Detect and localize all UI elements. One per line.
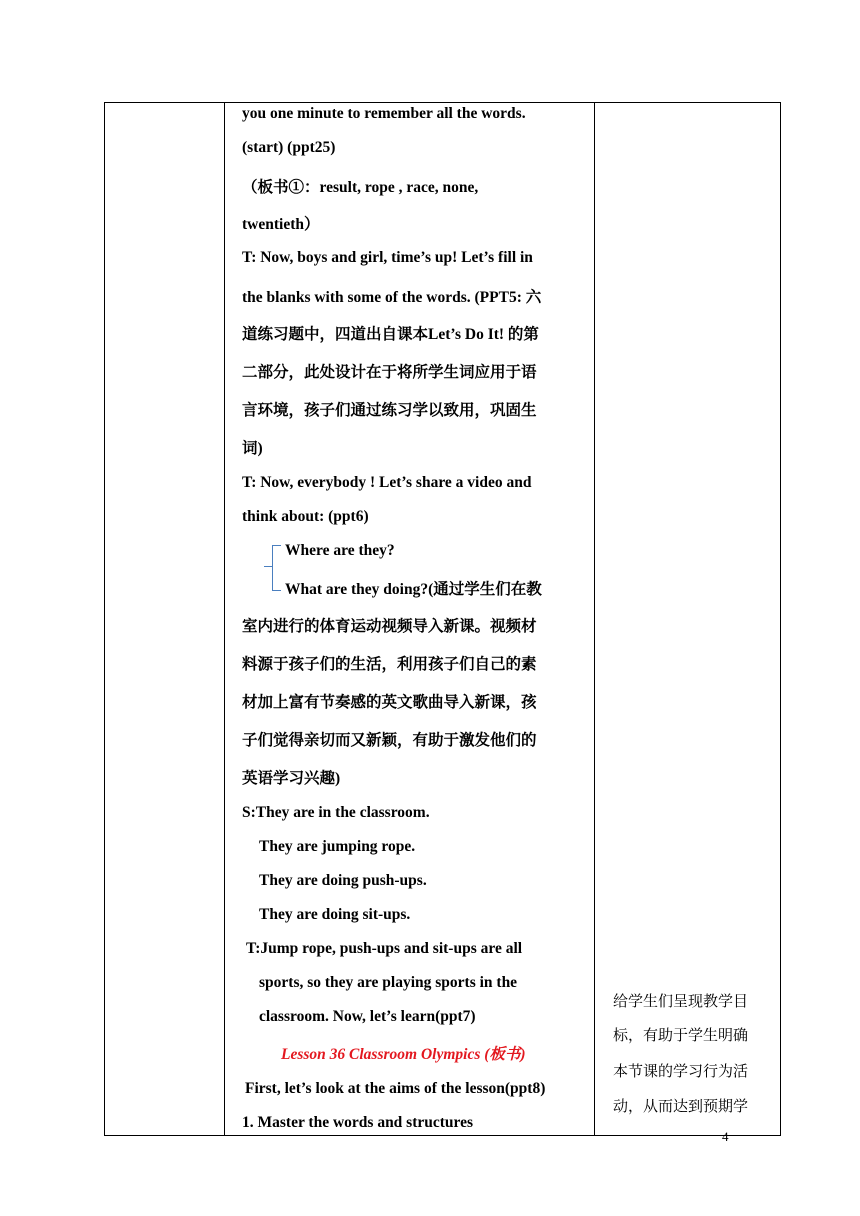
text-line: (start) (ppt25) <box>242 139 336 156</box>
teacher-line: T:Jump rope, push-ups and sit-ups are all <box>246 940 523 957</box>
purpose-note: 给学生们呈现教学目 <box>613 992 749 1010</box>
purpose-note: 动，从而达到预期学 <box>613 1097 749 1115</box>
text-line: 1. Master the words and structures <box>242 1114 474 1131</box>
column-stage <box>105 103 225 1135</box>
teacher-line: sports, so they are playing sports in the <box>259 974 518 991</box>
text-line: First, let’s look at the aims of the lesson(ppt8) <box>245 1080 546 1097</box>
text-line: 道练习题中，四道出自课本Let’s Do It! 的第 <box>242 326 539 343</box>
lesson-title: Lesson 36 Classroom Olympics (板书) <box>281 1046 526 1063</box>
text-line: you one minute to remember all the words. <box>242 105 526 122</box>
text-line: think about: (ppt6) <box>242 508 369 525</box>
text-line: twentieth） <box>242 216 320 233</box>
text-line: 料源于孩子们的生活，利用孩子们自己的素 <box>242 656 537 673</box>
student-line: They are jumping rope. <box>259 838 416 855</box>
purpose-note: 标，有助于学生明确 <box>613 1026 749 1044</box>
brace-icon <box>272 545 281 591</box>
brace-tip <box>264 566 273 567</box>
text-line: T: Now, everybody ! Let’s share a video and <box>242 474 532 491</box>
text-line: 子们觉得亲切而又新颖，有助于激发他们的 <box>242 732 537 749</box>
text-line: （板书①：result, rope , race, none, <box>242 179 479 196</box>
text-line: 二部分，此处设计在于将所学生词应用于语 <box>242 364 537 381</box>
student-line: They are doing push-ups. <box>259 872 427 889</box>
student-line: S:They are in the classroom. <box>242 804 430 821</box>
text-line: T: Now, boys and girl, time’s up! Let’s fill in <box>242 249 533 266</box>
text-line: 材加上富有节奏感的英文歌曲导入新课，孩 <box>242 694 537 711</box>
text-line: 英语学习兴趣) <box>242 770 341 787</box>
purpose-note: 本节课的学习行为活 <box>613 1062 749 1080</box>
question-line: Where are they? <box>285 542 395 559</box>
text-line: the blanks with some of the words. (PPT5: 六 <box>242 289 542 306</box>
teacher-line: classroom. Now, let’s learn(ppt7) <box>259 1008 476 1025</box>
student-line: They are doing sit-ups. <box>259 906 411 923</box>
text-line: 词) <box>242 440 263 457</box>
text-line: 言环境，孩子们通过练习学以致用，巩固生 <box>242 402 537 419</box>
question-line: What are they doing?(通过学生们在教 <box>285 581 542 598</box>
page-number: 4 <box>722 1129 729 1144</box>
column-purpose <box>595 103 782 1135</box>
text-line: 室内进行的体育运动视频导入新课。视频材 <box>242 618 537 635</box>
